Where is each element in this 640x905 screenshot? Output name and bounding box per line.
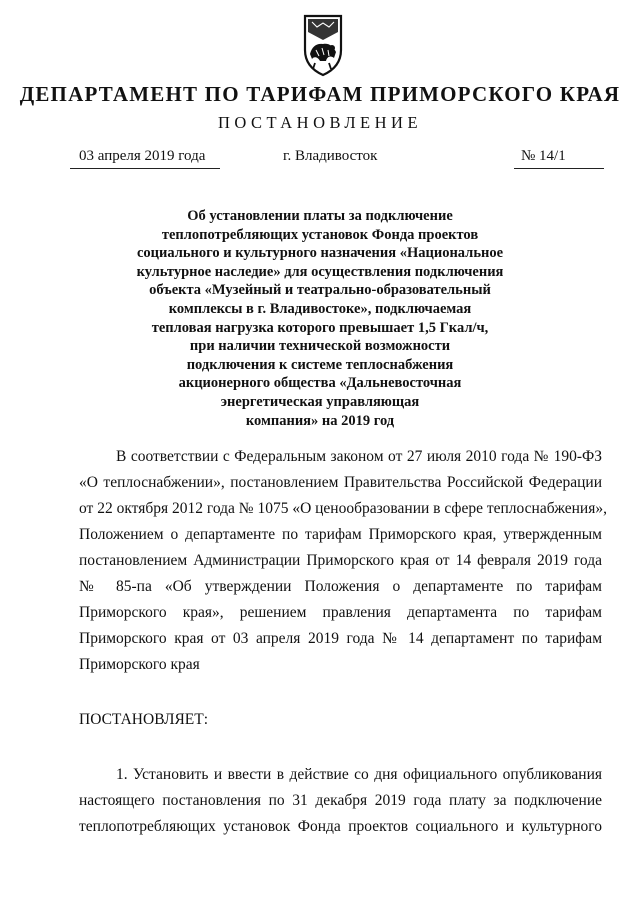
text-line: Положением о департаменте по тарифам Приморского края, утвержденным bbox=[79, 526, 602, 543]
text-line: Приморского края от 03 апреля 2019 года № 14 департамент по тарифам bbox=[79, 630, 602, 647]
item-1-paragraph bbox=[79, 762, 602, 840]
decree-heading: ПОСТАНОВЛЯЕТ: bbox=[79, 711, 209, 728]
text-line: настоящего постановления по 31 декабря 2019 года плату за подключение bbox=[79, 792, 602, 809]
title-line: подключения к системе теплоснабжения bbox=[186, 356, 454, 373]
title-line: акционерного общества «Дальневосточная bbox=[178, 375, 462, 392]
title-line: компания» на 2019 год bbox=[245, 412, 395, 429]
preamble-paragraph bbox=[79, 444, 607, 678]
text-line: В соответствии с Федеральным законом от 27 июля 2010 года № 190-ФЗ bbox=[116, 448, 602, 465]
department-name: ДЕПАРТАМЕНТ ПО ТАРИФАМ ПРИМОРСКОГО КРАЯ bbox=[19, 82, 621, 106]
text-line: «О теплоснабжении», постановлением Правительства Российской Федерации bbox=[79, 474, 602, 491]
text-line: постановлением Администрации Приморского края от 14 февраля 2019 года bbox=[79, 552, 602, 569]
title-line: объекта «Музейный и театрально-образовательный bbox=[149, 282, 491, 299]
title-line: теплопотребляющих установок Фонда проектов bbox=[161, 226, 479, 243]
text-line: от 22 октября 2012 года № 1075 «О ценообразовании в сфере теплоснабжения», bbox=[79, 500, 607, 517]
text-line: Приморского края bbox=[79, 656, 200, 673]
document-number: № 14/1 bbox=[521, 148, 566, 164]
title-line: комплексы в г. Владивостоке», подключаемая bbox=[168, 300, 472, 317]
title-line: социального и культурного назначения «Национальное bbox=[136, 245, 504, 262]
title-line: культурное наследие» для осуществления подключения bbox=[136, 263, 504, 280]
text-line: № 85-па «Об утверждении Положения о департаменте по тарифам bbox=[79, 578, 602, 595]
coat-of-arms-icon bbox=[299, 12, 347, 78]
document-date: 03 апреля 2019 года bbox=[79, 148, 206, 164]
text-line: 1. Установить и ввести в действие со дня официального опубликования bbox=[116, 766, 602, 783]
title-line: энергетическая управляющая bbox=[220, 393, 420, 410]
document-type: ПОСТАНОВЛЕНИЕ bbox=[217, 113, 423, 132]
document-title bbox=[100, 207, 540, 430]
number-underline bbox=[514, 168, 604, 169]
document-city: г. Владивосток bbox=[283, 148, 378, 164]
title-line: Об установлении платы за подключение bbox=[187, 208, 453, 224]
text-line: теплопотребляющих установок Фонда проектов социального и культурного bbox=[79, 818, 602, 835]
text-line: Приморского края», решением правления департамента по тарифам bbox=[79, 604, 602, 621]
title-line: тепловая нагрузка которого превышает 1,5 Гкал/ч, bbox=[151, 319, 489, 336]
date-underline bbox=[70, 168, 220, 169]
title-line: при наличии технической возможности bbox=[189, 338, 451, 355]
